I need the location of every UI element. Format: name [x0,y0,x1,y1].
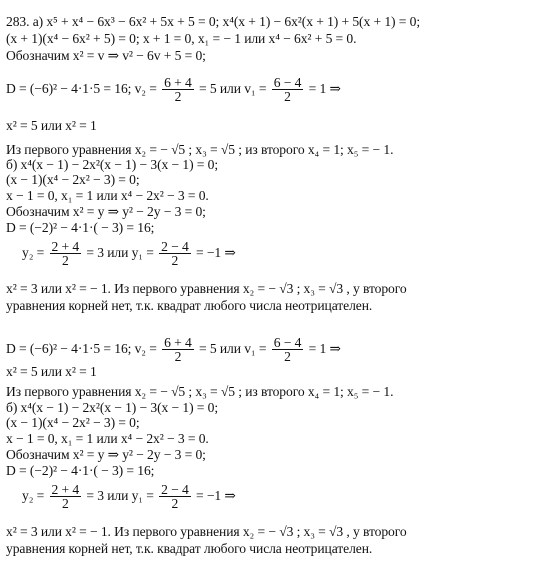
fraction-denominator: 2 [159,253,191,267]
fraction-numerator: 6 − 4 [273,335,302,351]
y-roots-line-repeat [22,481,546,511]
part-b-discriminant: D = (−2)² − 4·1·( − 3) = 16; [6,220,155,235]
solution-line: Из первого уравнения x₂ = − √5 ; x₃ = √5 ; из второго x₄ = 1; x₅ = − 1. [6,142,394,157]
conclusion-line-2: уравнения корней нет, т.к. квадрат любого числа неотрицателен. [6,298,373,313]
part-b-line-2-repeat: (x − 1)(x⁴ − 2x² − 3) = 0; [6,415,140,430]
y-roots-text: y₂ = [22,245,45,260]
fraction-y1 [159,240,191,267]
fraction-numerator: 2 − 4 [161,482,189,498]
fraction-denominator: 2 [162,89,194,103]
problem-line-2: (x + 1)(x⁴ − 6x² + 5) = 0; x + 1 = 0, x₁ = − 1 или x⁴ − 6x² + 5 = 0. [6,31,357,46]
y-roots-text: y₂ = [22,488,45,503]
problem-line-1: 283. а) x⁵ + x⁴ − 6x³ − 6x² + 5x + 5 = 0; x⁴(x + 1) − 6x²(x + 1) + 5(x + 1) = 0; [6,14,420,29]
part-b-substitution: Обозначим x² = y ⇒ y² − 2y − 3 = 0; [6,204,206,219]
roots-line-repeat: x² = 5 или x² = 1 [6,364,97,379]
fraction-numerator: 6 + 4 [164,335,192,351]
conclusion-line-1-repeat: x² = 3 или x² = − 1. Из первого уравнения x₂ = − √3 ; x₃ = √3 , у второго [6,524,407,539]
fraction-denominator: 2 [50,253,82,267]
discriminant-text-end: = 1 ⇒ [308,341,341,356]
fraction-y2 [50,483,82,510]
fraction-v1 [272,336,304,363]
part-b-line-3: x − 1 = 0, x₁ = 1 или x⁴ − 2x² − 3 = 0. [6,188,209,203]
roots-line: x² = 5 или x² = 1 [6,118,97,133]
fraction-denominator: 2 [272,349,304,363]
fraction-denominator: 2 [159,496,191,510]
fraction-denominator: 2 [272,89,304,103]
discriminant-text-end: = 1 ⇒ [308,81,341,96]
fraction-v1 [272,76,304,103]
part-b-substitution-repeat: Обозначим x² = y ⇒ y² − 2y − 3 = 0; [6,447,206,462]
y-roots-text-end: = −1 ⇒ [195,245,236,260]
discriminant-line [6,74,546,104]
conclusion-line-1: x² = 3 или x² = − 1. Из первого уравнения x₂ = − √3 ; x₃ = √3 , у второго [6,281,407,296]
conclusion-line-2-repeat: уравнения корней нет, т.к. квадрат любого числа неотрицателен. [6,541,373,556]
y-roots-text-mid: = 3 или y₁ = [86,488,154,503]
part-b-line-3-repeat: x − 1 = 0, x₁ = 1 или x⁴ − 2x² − 3 = 0. [6,431,209,446]
discriminant-text: D = (−6)² − 4·1·5 = 16; v₂ = [6,341,157,356]
fraction-numerator: 6 + 4 [164,75,192,91]
part-b-line-1-repeat: б) x⁴(x − 1) − 2x²(x − 1) − 3(x − 1) = 0; [6,400,219,415]
fraction-numerator: 6 − 4 [273,75,302,91]
discriminant-text-mid: = 5 или v₁ = [199,341,267,356]
part-b-line-1: б) x⁴(x − 1) − 2x²(x − 1) − 3(x − 1) = 0; [6,157,219,172]
fraction-y2 [50,240,82,267]
discriminant-text-mid: = 5 или v₁ = [199,81,267,96]
fraction-v2 [162,76,194,103]
fraction-numerator: 2 + 4 [51,239,80,255]
fraction-numerator: 2 + 4 [51,482,80,498]
y-roots-line [22,238,546,268]
fraction-denominator: 2 [162,349,194,363]
discriminant-text: D = (−6)² − 4·1·5 = 16; v₂ = [6,81,157,96]
y-roots-text-end: = −1 ⇒ [195,488,236,503]
discriminant-line-repeat [6,334,546,364]
substitution-line: Обозначим x² = v ⇒ v² − 6v + 5 = 0; [6,48,206,63]
fraction-denominator: 2 [50,496,82,510]
fraction-v2 [162,336,194,363]
solution-line-repeat: Из первого уравнения x₂ = − √5 ; x₃ = √5 ; из второго x₄ = 1; x₅ = − 1. [6,384,394,399]
part-b-discriminant-repeat: D = (−2)² − 4·1·( − 3) = 16; [6,463,155,478]
part-b-line-2: (x − 1)(x⁴ − 2x² − 3) = 0; [6,172,140,187]
y-roots-text-mid: = 3 или y₁ = [86,245,154,260]
fraction-numerator: 2 − 4 [161,239,189,255]
fraction-y1 [159,483,191,510]
